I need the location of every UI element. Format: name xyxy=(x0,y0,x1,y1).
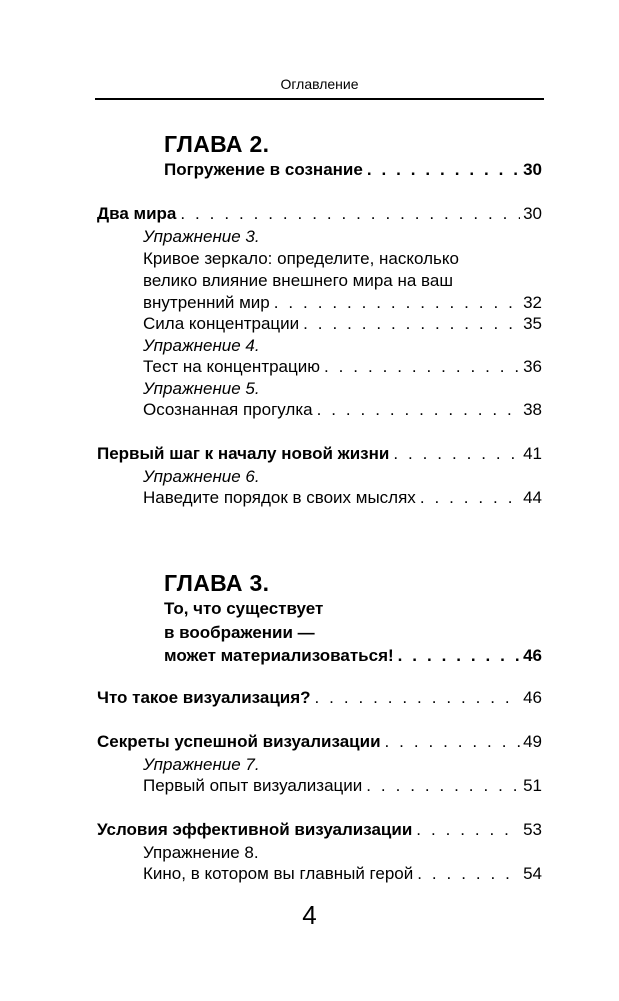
section-title: Два мира xyxy=(97,204,177,223)
exercise-8-label: Упражнение 8. xyxy=(143,843,259,862)
toc-entry-concentration[interactable] xyxy=(143,313,542,335)
toc-entry-secrets[interactable] xyxy=(97,731,542,753)
dot-leader xyxy=(274,292,520,314)
dot-leader xyxy=(385,731,521,753)
page-ref: 44 xyxy=(523,488,542,507)
dot-leader xyxy=(367,159,520,181)
section-title: Секреты успешной визуализации xyxy=(97,732,381,751)
toc-entry-exercise-3[interactable] xyxy=(143,292,542,314)
page-ref: 53 xyxy=(523,820,542,839)
item-title: Осознанная прогулка xyxy=(143,400,313,419)
exercise-3-title-line: Кривое зеркало: определите, насколько xyxy=(143,249,459,268)
running-header: Оглавление xyxy=(95,73,544,100)
page-number: 4 xyxy=(302,900,317,930)
page-ref: 35 xyxy=(523,314,542,333)
chapter-3-title-line: в воображении — xyxy=(164,623,315,642)
page-ref: 32 xyxy=(523,293,542,312)
item-title: Сила концентрации xyxy=(143,314,300,333)
section-title: Первый шаг к началу новой жизни xyxy=(97,444,390,463)
page-ref: 30 xyxy=(523,160,542,179)
dot-leader xyxy=(393,443,520,465)
dot-leader xyxy=(417,863,520,885)
toc-entry-exercise-4[interactable] xyxy=(143,356,542,378)
toc-entry-exercise-6[interactable] xyxy=(143,487,542,509)
chapter-3-title-line: То, что существует xyxy=(164,599,324,618)
item-title: Наведите порядок в своих мыслях xyxy=(143,488,416,507)
exercise-3-title-line: велико влияние внешнего мира на ваш xyxy=(143,271,453,290)
dot-leader xyxy=(180,203,520,225)
chapter-2-title: Погружение в сознание xyxy=(164,160,363,179)
exercise-5-label: Упражнение 5. xyxy=(143,379,260,398)
chapter-2-heading: ГЛАВА 2. xyxy=(164,131,270,157)
page-ref: 51 xyxy=(523,776,542,795)
exercise-4-label: Упражнение 4. xyxy=(143,336,260,355)
toc-entry-exercise-8[interactable] xyxy=(143,863,542,885)
page-ref: 46 xyxy=(523,688,542,707)
page-ref: 41 xyxy=(523,444,542,463)
chapter-3-heading: ГЛАВА 3. xyxy=(164,570,270,596)
section-title: Что такое визуализация? xyxy=(97,688,311,707)
exercise-3-title-line: внутренний мир xyxy=(143,293,270,312)
toc-entry-two-worlds[interactable] xyxy=(97,203,542,225)
exercise-6-label: Упражнение 6. xyxy=(143,467,260,486)
exercise-7-label: Упражнение 7. xyxy=(143,755,260,774)
page-ref: 54 xyxy=(523,864,542,883)
toc-entry-exercise-5[interactable] xyxy=(143,399,542,421)
page-ref: 36 xyxy=(523,357,542,376)
dot-leader xyxy=(317,399,520,421)
page-ref: 38 xyxy=(523,400,542,419)
dot-leader xyxy=(416,819,520,841)
dot-leader xyxy=(303,313,520,335)
dot-leader xyxy=(366,775,520,797)
chapter-3-title-line: может материализоваться! xyxy=(164,646,394,665)
page-ref: 46 xyxy=(523,646,542,665)
dot-leader xyxy=(324,356,520,378)
item-title: Первый опыт визуализации xyxy=(143,776,363,795)
item-title: Тест на концентрацию xyxy=(143,357,320,376)
chapter-3-title-entry[interactable] xyxy=(164,645,542,667)
page-ref: 30 xyxy=(523,204,542,223)
page-ref: 49 xyxy=(523,732,542,751)
dot-leader xyxy=(420,487,520,509)
dot-leader xyxy=(315,687,521,709)
toc-entry-what-is-visualization[interactable] xyxy=(97,687,542,709)
toc-entry-first-step[interactable] xyxy=(97,443,542,465)
section-title: Условия эффективной визуализации xyxy=(97,820,413,839)
exercise-3-label: Упражнение 3. xyxy=(143,227,260,246)
dot-leader xyxy=(398,645,520,667)
toc-entry-exercise-7[interactable] xyxy=(143,775,542,797)
item-title: Кино, в котором вы главный герой xyxy=(143,864,414,883)
chapter-2-title-entry[interactable] xyxy=(164,159,542,181)
toc-entry-conditions[interactable] xyxy=(97,819,542,841)
